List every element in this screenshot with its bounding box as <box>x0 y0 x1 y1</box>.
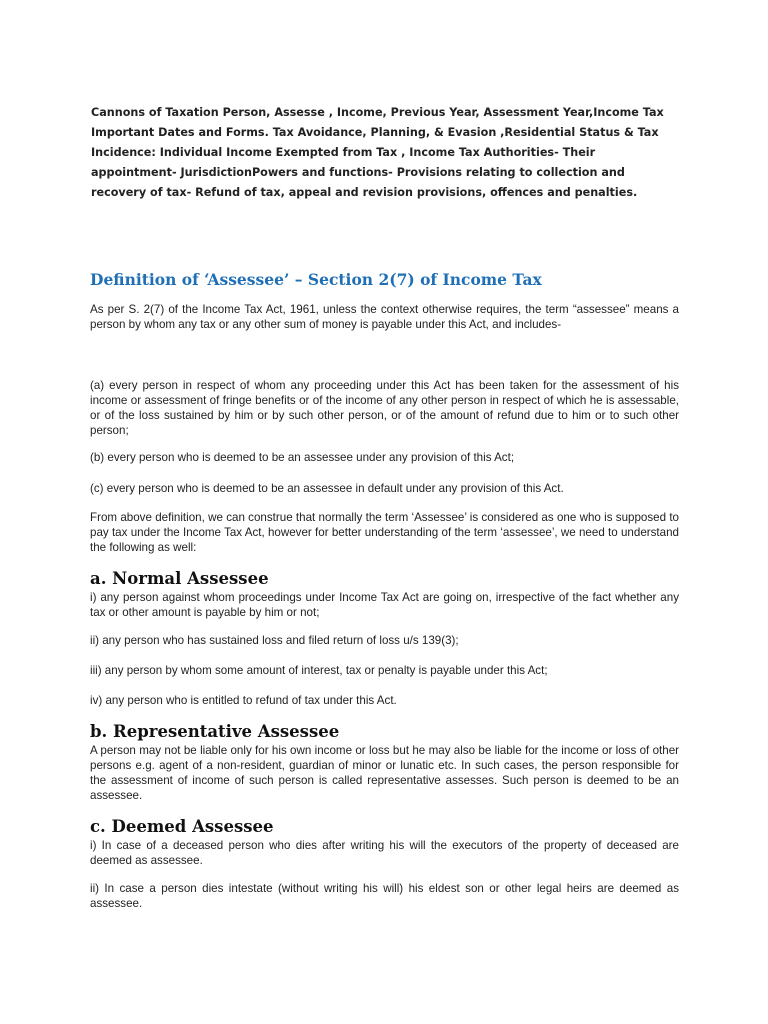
definition-item-b: (b) every person who is deemed to be an assessee under any provision of this Act; <box>90 451 515 464</box>
normal-assessee-item-i: i) any person against whom proceedings under Income Tax Act are going on, irrespective of the fact whether any tax or other amount is payable by him or not; <box>90 591 679 619</box>
normal-assessee-item-ii: ii) any person who has sustained loss and filed return of loss u/s 139(3); <box>90 634 459 647</box>
intro-syllabus: Cannons of Taxation Person, Assesse , Income, Previous Year, Assessment Year,Income Tax Important Dates and Forms. Tax Avoidance, Planning, & Evasion ,Residential Status & Tax Incidence: Individual Income Exempted from Tax , Income Tax Authorities- Their appointment- JurisdictionPowers and functions- Provisions relating to collection and recovery of tax- Refund of tax, appeal and revision provisions, offences and penalties. <box>91 106 664 200</box>
definition-item-c: (c) every person who is deemed to be an assessee in default under any provision of this Act. <box>90 482 564 495</box>
definition-paragraph: As per S. 2(7) of the Income Tax Act, 1961, unless the context otherwise requires, the term “assessee” means a person by whom any tax or any other sum of money is payable under this Act, and includes- <box>90 303 679 331</box>
deemed-assessee-heading: c. Deemed Assessee <box>90 817 274 836</box>
definition-item-a: (a) every person in respect of whom any proceeding under this Act has been taken for the assessment of his income or assessment of fringe benefits or of the income of any other person in respect of which he is assessable, or of the loss sustained by him or by such other person, or of the amount of refund due to him or to such other person; <box>90 379 679 437</box>
definition-summary-paragraph: From above definition, we can construe that normally the term ‘Assessee’ is considered as one who is supposed to pay tax under the Income Tax Act, however for better understanding of the term ‘assessee’, we need to understand the following as well: <box>90 511 679 554</box>
deemed-assessee-item-i: i) In case of a deceased person who dies after writing his will the executors of the property of deceased are deemed as assessee. <box>90 839 679 867</box>
normal-assessee-heading: a. Normal Assessee <box>90 569 269 588</box>
representative-assessee-heading: b. Representative Assessee <box>90 722 340 741</box>
normal-assessee-item-iv: iv) any person who is entitled to refund of tax under this Act. <box>90 694 397 707</box>
representative-assessee-paragraph: A person may not be liable only for his own income or loss but he may also be liable for the income or loss of other persons e.g. agent of a non-resident, guardian of minor or lunatic etc. In such cases, the person responsible for the assessment of income of such person is called representative assesses. Such person is deemed to be an assessee. <box>90 744 679 802</box>
definition-heading: Definition of ‘Assessee’ – Section 2(7) of Income Tax <box>90 270 542 289</box>
normal-assessee-item-iii: iii) any person by whom some amount of interest, tax or penalty is payable under this Act; <box>90 664 548 677</box>
deemed-assessee-item-ii: ii) In case a person dies intestate (without writing his will) his eldest son or other legal heirs are deemed as assessee. <box>90 882 679 910</box>
